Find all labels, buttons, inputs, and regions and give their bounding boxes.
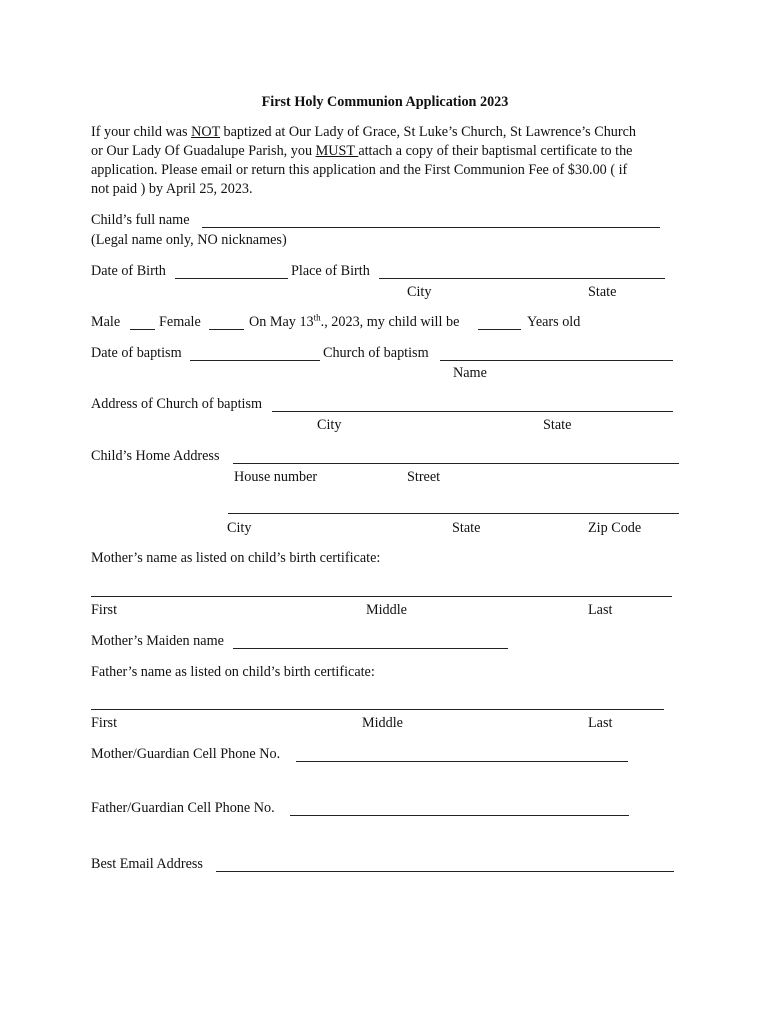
- father-phone-field[interactable]: [290, 815, 629, 816]
- church-baptism-field[interactable]: [440, 360, 673, 361]
- home-city-state-zip-field[interactable]: [228, 513, 679, 514]
- female-label: Female: [159, 314, 201, 330]
- home-address-label: Child’s Home Address: [91, 448, 220, 464]
- email-field[interactable]: [216, 871, 674, 872]
- intro-line-4: not paid ) by April 25, 2023.: [91, 181, 253, 197]
- mother-first-caption: First: [91, 602, 118, 618]
- address-church-label: Address of Church of baptism: [91, 396, 263, 412]
- church-name-caption: Name: [453, 365, 487, 381]
- intro-text: or Our Lady Of Guadalupe Parish, you: [91, 143, 316, 159]
- emphasis-not: NOT: [191, 124, 220, 140]
- child-name-label: Child’s full name: [91, 212, 190, 228]
- age-statement: [249, 313, 459, 331]
- mother-name-label: Mother’s name as listed on child’s birth certificate:: [91, 550, 381, 566]
- address-church-field[interactable]: [272, 411, 673, 412]
- page-title: First Holy Communion Application 2023: [261, 94, 509, 110]
- female-field[interactable]: [209, 329, 244, 330]
- church-state-caption: State: [543, 417, 572, 433]
- male-label: Male: [91, 314, 121, 330]
- dob-label: Date of Birth: [91, 263, 166, 279]
- mother-name-field[interactable]: [91, 596, 672, 597]
- birth-state-caption: State: [588, 284, 617, 300]
- date-baptism-label: Date of baptism: [91, 345, 182, 361]
- street-caption: Street: [407, 469, 441, 485]
- home-city-caption: City: [227, 520, 252, 536]
- male-field[interactable]: [130, 329, 155, 330]
- intro-line-2: [91, 142, 632, 160]
- intro-line-1: [91, 123, 636, 141]
- intro-text: If your child was: [91, 124, 192, 140]
- my-child-text: ., 2023, my child will be: [320, 314, 460, 330]
- mother-phone-label: Mother/Guardian Cell Phone No.: [91, 746, 281, 762]
- age-field[interactable]: [478, 329, 521, 330]
- email-label: Best Email Address: [91, 856, 203, 872]
- emphasis-must: MUST: [315, 143, 359, 159]
- father-phone-label: Father/Guardian Cell Phone No.: [91, 800, 275, 816]
- home-state-caption: State: [452, 520, 481, 536]
- birth-city-caption: City: [407, 284, 432, 300]
- mother-phone-field[interactable]: [296, 761, 628, 762]
- home-address-field[interactable]: [233, 463, 679, 464]
- place-of-birth-field[interactable]: [379, 278, 665, 279]
- father-first-caption: First: [91, 715, 118, 731]
- father-last-caption: Last: [588, 715, 613, 731]
- place-of-birth-label: Place of Birth: [291, 263, 370, 279]
- on-may-text: On May 13: [249, 314, 314, 330]
- mother-middle-caption: Middle: [366, 602, 407, 618]
- father-name-label: Father’s name as listed on child’s birth certificate:: [91, 664, 375, 680]
- dob-field[interactable]: [175, 278, 288, 279]
- father-middle-caption: Middle: [362, 715, 403, 731]
- years-old-label: Years old: [527, 314, 581, 330]
- mother-last-caption: Last: [588, 602, 613, 618]
- mother-maiden-field[interactable]: [233, 648, 508, 649]
- date-baptism-field[interactable]: [190, 360, 320, 361]
- ordinal-suffix: th: [313, 312, 321, 323]
- mother-maiden-label: Mother’s Maiden name: [91, 633, 224, 649]
- church-baptism-label: Church of baptism: [323, 345, 429, 361]
- church-city-caption: City: [317, 417, 342, 433]
- zip-caption: Zip Code: [588, 520, 642, 536]
- intro-line-3: application. Please email or return this application and the First Communion Fee of $30.00 ( if: [91, 162, 628, 178]
- intro-text: attach a copy of their baptismal certificate to the: [358, 143, 633, 159]
- house-number-caption: House number: [234, 469, 318, 485]
- father-name-field[interactable]: [91, 709, 664, 710]
- child-name-field[interactable]: [202, 227, 660, 228]
- intro-text: baptized at Our Lady of Grace, St Luke’s Church, St Lawrence’s Church: [219, 124, 637, 140]
- legal-name-note: (Legal name only, NO nicknames): [91, 232, 287, 248]
